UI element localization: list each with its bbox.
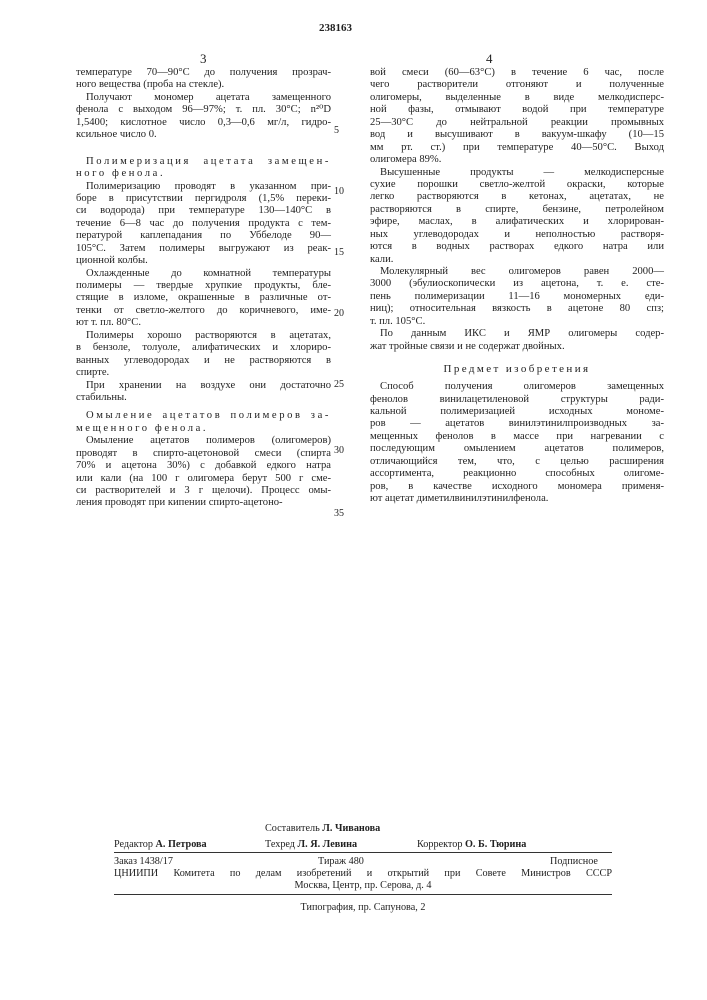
- text-line: ционной колбы.: [76, 255, 331, 267]
- text-line: ют т. пл. 80°С.: [76, 317, 331, 329]
- text-line: Способ получения олигомеров замещенных: [370, 381, 664, 393]
- editor-line: [114, 839, 207, 850]
- text-line: эфире, маслах, в алифатических и хлорирован-: [370, 216, 664, 228]
- text-line: 105°С. Затем полимеры выгружают из реак-: [76, 243, 331, 255]
- divider: [114, 894, 612, 895]
- line-number: 10: [334, 186, 344, 197]
- text-line: фенола с выходом 96—97%; т. пл. 30°С; n²⁰D: [76, 104, 331, 116]
- paragraph: [76, 181, 331, 268]
- text-line: си растворителей и 3 г щелочи). Процесс омы-: [76, 485, 331, 497]
- text-line: 3000 (эбулиоскопически из ацетона, т. е. сте-: [370, 278, 664, 290]
- text-line: При хранении на воздухе они достаточно: [76, 380, 331, 392]
- text-line: чего растворители отгоняют и полученные: [370, 79, 664, 91]
- line-number: 20: [334, 308, 344, 319]
- text-line: Высушенные продукты — мелкодисперсные: [370, 167, 664, 179]
- text-line: ксильное число 0.: [76, 129, 331, 141]
- text-line: Полимеры хорошо растворяются в ацетатах,: [76, 330, 331, 342]
- text-line: Полимеризацию проводят в указанном при-: [76, 181, 331, 193]
- text-line: ров — ацетатов винилэтинилпроизводных за-: [370, 418, 664, 430]
- text-line: ют ацетат диметилвинилэтинилфенола.: [370, 493, 664, 505]
- text-line: растворяются в спирте, бензине, петролейном: [370, 204, 664, 216]
- text-line: вой смеси (60—63°С) в течение 6 час, после: [370, 67, 664, 79]
- right-column: [370, 67, 664, 505]
- compiler-line: [265, 823, 380, 834]
- compiler-name: Л. Чиванова: [322, 823, 380, 834]
- order-number: Заказ 1438/17: [114, 856, 173, 867]
- page-number-left: 3: [200, 51, 207, 67]
- text-line: 25—30°С до нейтральной реакции промывных: [370, 117, 664, 129]
- heading-line: мещенного фенола.: [76, 423, 331, 435]
- text-line: проводят в спирто-ацетоновой смеси (спирта: [76, 448, 331, 460]
- line-number: 25: [334, 379, 344, 390]
- text-line: 1,5400; кислотное число 0,3—0,6 мг/л, гидро-: [76, 117, 331, 129]
- text-line: стабильны.: [76, 392, 331, 404]
- text-line: течение 6—8 час до получения продукта с тем-: [76, 218, 331, 230]
- paragraph: [370, 381, 664, 505]
- text-line: спирте.: [76, 367, 331, 379]
- line-number: 35: [334, 508, 344, 519]
- text-line: ления проводят при кипении спирто-ацетоно-: [76, 497, 331, 509]
- text-line: температуре 70—90°С до получения прозрач-: [76, 67, 331, 79]
- left-column: [76, 67, 331, 510]
- paragraph: [76, 268, 331, 330]
- text-line: последующим омылением ацетатов полимеров,: [370, 443, 664, 455]
- paragraph: [76, 92, 331, 142]
- text-line: мм рт. ст.) при температуре 40—50°С. Выход: [370, 142, 664, 154]
- patent-page: [0, 0, 707, 1000]
- line-number: 15: [334, 247, 344, 258]
- text-line: ного вещества (проба на стекле).: [76, 79, 331, 91]
- text-line: в бензоле, толуоле, алифатических и хлориро-: [76, 342, 331, 354]
- text-line: мещенных фенолов в массе при нагревании с: [370, 431, 664, 443]
- text-line: кали.: [370, 254, 664, 266]
- heading-line: Омыление ацетатов полимеров за-: [76, 410, 331, 422]
- circulation: Тираж 480: [318, 856, 364, 867]
- corrector-label: Корректор: [417, 839, 462, 850]
- text-line: ниц); относительная вязкость в ацетоне 80 спз;: [370, 303, 664, 315]
- corrector-line: [417, 839, 526, 850]
- text-line: ассортимента, реакционно способных олигоме-: [370, 468, 664, 480]
- page-number-right: 4: [486, 51, 493, 67]
- text-line: или кали (на 100 г олигомера берут 500 г сме-: [76, 473, 331, 485]
- text-line: жат тройные связи и не содержат двойных.: [370, 341, 664, 353]
- text-line: Молекулярный вес олигомеров равен 2000—: [370, 266, 664, 278]
- paragraph: [76, 330, 331, 380]
- divider: [114, 852, 612, 853]
- paragraph: [370, 67, 664, 167]
- text-line: тенки от светло-желтого до коричневого, име-: [76, 305, 331, 317]
- paragraph: [76, 67, 331, 92]
- techred-line: [265, 839, 357, 850]
- text-line: Охлажденные до комнатной температуры: [76, 268, 331, 280]
- text-line: отличающийся тем, что, с целью расширения: [370, 456, 664, 468]
- text-line: пень полимеризации 11—16 мономерных еди-: [370, 291, 664, 303]
- publisher: ЦНИИПИ Комитета по делам изобретений и открытий при Совете Министров СССР: [114, 868, 612, 879]
- corrector-name: О. Б. Тюрина: [465, 839, 526, 850]
- text-line: ной фазы, отмывают водой при температуре: [370, 104, 664, 116]
- text-line: ванных углеводородах и не растворяются в: [76, 355, 331, 367]
- techred-name: Л. Я. Левина: [298, 839, 358, 850]
- compiler-label: Составитель: [265, 823, 320, 834]
- printer: Типография, пр. Сапунова, 2: [114, 902, 612, 913]
- paragraph: [76, 380, 331, 405]
- text-line: 70% и ацетона 30%) с добавкой едкого натра: [76, 460, 331, 472]
- heading-line: ного фенола.: [76, 168, 331, 180]
- text-line: си водорода) при температуре 130—140°С в: [76, 205, 331, 217]
- text-line: кальной полимеризацией исходных мономе-: [370, 406, 664, 418]
- techred-label: Техред: [265, 839, 295, 850]
- text-line: олигомеры, выделенные в виде мелкодисперс-: [370, 92, 664, 104]
- text-line: полимеры — твердые хрупкие продукты, бле-: [76, 280, 331, 292]
- text-line: Получают мономер ацетата замещенного: [76, 92, 331, 104]
- text-line: олигомера 89%.: [370, 154, 664, 166]
- editor-label: Редактор: [114, 839, 153, 850]
- address: Москва, Центр, пр. Серова, д. 4: [114, 880, 612, 891]
- claims-title: Предмет изобретения: [370, 361, 664, 381]
- text-line: ются в водных растворах едкого натра или: [370, 241, 664, 253]
- text-line: стящие в изломе, окрашенные в различные от-: [76, 292, 331, 304]
- text-line: т. пл. 105°С.: [370, 316, 664, 328]
- text-line: сухие порошки светло-желтой окраски, которые: [370, 179, 664, 191]
- text-line: Омыление ацетатов полимеров (олигомеров): [76, 435, 331, 447]
- text-line: вод и высушивают в вакуум-шкафу (10—15: [370, 129, 664, 141]
- editor-name: А. Петрова: [156, 839, 207, 850]
- text-line: ных углеводородах и неполностью растворя-: [370, 229, 664, 241]
- line-number: 5: [334, 125, 339, 136]
- paragraph: [370, 266, 664, 328]
- heading-line: Полимеризация ацетата замещен-: [76, 156, 331, 168]
- text-line: пературой каплепадания по Уббелоде 90—: [76, 230, 331, 242]
- text-line: По данным ИКС и ЯМР олигомеры содер-: [370, 328, 664, 340]
- paragraph: [370, 328, 664, 353]
- line-number: 30: [334, 445, 344, 456]
- subscription: Подписное: [550, 856, 598, 867]
- section-heading: [76, 156, 331, 181]
- text-line: легко растворяются в кетонах, ацетатах, не: [370, 191, 664, 203]
- text-line: ров, в качестве исходного мономера применя-: [370, 481, 664, 493]
- text-line: фенолов винилацетиленовой структуры ради-: [370, 394, 664, 406]
- paragraph: [370, 167, 664, 267]
- paragraph: [76, 435, 331, 510]
- section-heading: [76, 410, 331, 435]
- text-line: боре в присутствии пергидроля (1,5% переки-: [76, 193, 331, 205]
- patent-number: 238163: [319, 22, 352, 34]
